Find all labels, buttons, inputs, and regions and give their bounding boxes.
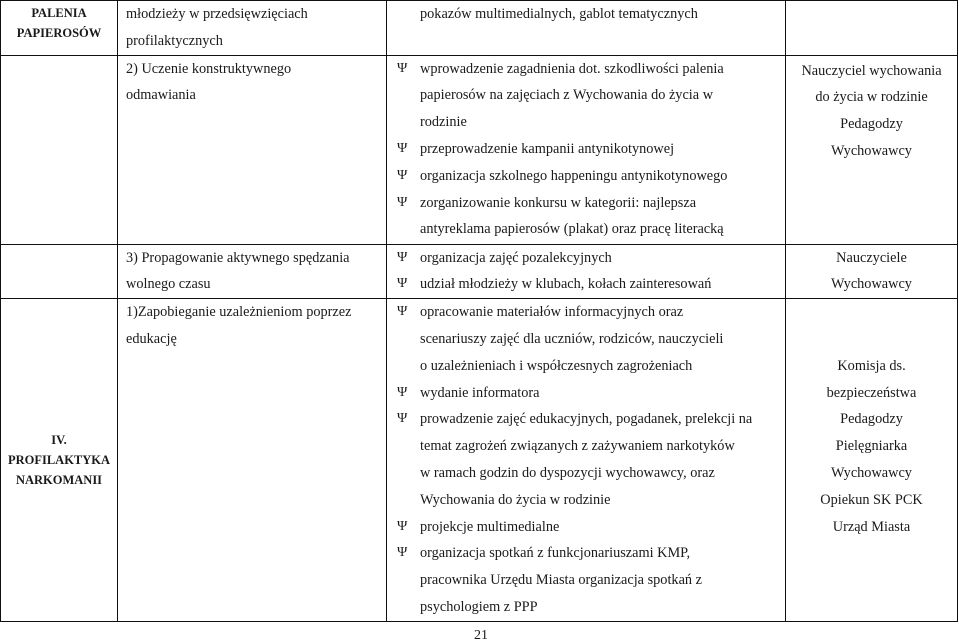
- responsible-text: [786, 299, 957, 326]
- action-text: prowadzenie zajęć edukacyjnych, pogadanek, prelekcji na: [420, 411, 753, 428]
- bullet-icon: Ψ: [397, 249, 408, 265]
- responsible-text: Nauczyciele: [836, 249, 907, 266]
- responsible-text: Pedagodzy: [840, 411, 903, 428]
- actions-cell: [387, 1, 786, 56]
- section-cell: [1, 299, 118, 622]
- action-text: Wychowania do życia w rodzinie: [420, 491, 611, 508]
- responsible-text: Urząd Miasta: [832, 518, 911, 535]
- action-text: organizacja spotkań z funkcjonariuszami KMP,: [420, 545, 691, 562]
- section-label: PROFILAKTYKA: [7, 452, 111, 467]
- bullet-icon: Ψ: [397, 545, 408, 561]
- action-text: antyreklama papierosów (plakat) oraz pracę literacką: [420, 221, 724, 238]
- action-text: organizacja zajęć pozalekcyjnych: [420, 249, 612, 266]
- task-text: 2) Uczenie konstruktywnego: [126, 60, 292, 77]
- responsible-cell: [786, 299, 958, 622]
- list-item: [397, 245, 785, 272]
- task-text: 1)Zapobieganie uzależnieniom poprzez: [126, 304, 352, 321]
- task-text: profilaktycznych: [126, 32, 223, 49]
- task-text: edukację: [126, 330, 177, 347]
- list-item: [397, 514, 785, 541]
- action-text: organizacja szkolnego happeningu antynikotynowego: [420, 167, 728, 184]
- action-text: wydanie informatora: [420, 384, 540, 401]
- section-label: NARKOMANII: [15, 472, 103, 487]
- responsible-text: Nauczyciel wychowania: [801, 62, 942, 79]
- action-text: scenariuszy zajęć dla uczniów, rodziców, nauczycieli: [420, 330, 724, 347]
- list-item: [397, 190, 785, 244]
- table-row: [1, 299, 958, 622]
- page-number: 21: [474, 628, 488, 643]
- bullet-icon: Ψ: [397, 60, 408, 76]
- responsible-text: Pedagodzy: [840, 116, 903, 133]
- action-text: przeprowadzenie kampanii antynikotynowej: [420, 140, 675, 157]
- action-text: pracownika Urzędu Miasta organizacja spotkań z: [420, 572, 702, 589]
- task-cell: [118, 244, 387, 299]
- task-cell: [118, 299, 387, 622]
- responsible-cell: [786, 244, 958, 299]
- section-cell: [1, 1, 118, 56]
- list-item: [397, 163, 785, 190]
- task-cell: [118, 55, 387, 244]
- list-item: [397, 380, 785, 407]
- bullet-icon: Ψ: [397, 518, 408, 534]
- list-item: [397, 56, 785, 136]
- responsible-text: Wychowawcy: [831, 464, 912, 481]
- actions-cell: [387, 299, 786, 622]
- task-text: odmawiania: [126, 87, 196, 104]
- section-label: IV.: [51, 432, 67, 447]
- section-cell: [1, 244, 118, 299]
- action-text: pokazów multimedialnych, gablot tematycznych: [420, 6, 698, 22]
- responsible-text: [786, 326, 957, 353]
- action-text: temat zagrożeń związanych z zażywaniem narkotyków: [420, 438, 735, 455]
- responsible-text: Opiekun SK PCK: [820, 491, 923, 508]
- responsible-text: Wychowawcy: [831, 276, 912, 293]
- action-text: w ramach godzin do dyspozycji wychowawcy, oraz: [420, 464, 715, 481]
- section-label: PAPIEROSÓW: [16, 26, 102, 40]
- bullet-icon: Ψ: [397, 194, 408, 210]
- list-item: [397, 299, 785, 379]
- bullet-icon: Ψ: [397, 411, 408, 427]
- actions-cell: [387, 244, 786, 299]
- table-row: [1, 1, 958, 56]
- task-text: wolnego czasu: [126, 276, 211, 293]
- actions-cell: [387, 55, 786, 244]
- bullet-icon: Ψ: [397, 140, 408, 156]
- responsible-text: Pielęgniarka: [835, 438, 908, 455]
- table-row: [1, 55, 958, 244]
- action-text: udział młodzieży w klubach, kołach zainteresowań: [420, 276, 712, 293]
- action-text: rodzinie: [420, 114, 467, 131]
- list-item: [397, 271, 785, 298]
- responsible-text: bezpieczeństwa: [826, 384, 917, 401]
- task-text: 3) Propagowanie aktywnego spędzania: [126, 249, 350, 266]
- list-item: [397, 406, 785, 513]
- responsible-cell: [786, 1, 958, 56]
- responsible-text: do życia w rodzinie: [815, 89, 928, 106]
- bullet-icon: Ψ: [397, 276, 408, 292]
- action-text: psychologiem z PPP: [420, 598, 538, 615]
- responsible-cell: [786, 55, 958, 244]
- action-text: projekcje multimedialne: [420, 518, 560, 535]
- section-label: PALENIA: [31, 6, 87, 20]
- action-text: wprowadzenie zagadnienia dot. szkodliwości palenia: [420, 60, 724, 77]
- responsible-text: Wychowawcy: [831, 142, 912, 159]
- action-text: opracowanie materiałów informacyjnych oraz: [420, 304, 684, 321]
- table-row: [1, 244, 958, 299]
- responsible-text: Komisja ds.: [837, 357, 906, 374]
- bullet-icon: Ψ: [397, 167, 408, 183]
- section-cell: [1, 55, 118, 244]
- bullet-icon: Ψ: [397, 304, 408, 320]
- action-text: papierosów na zajęciach z Wychowania do życia w: [420, 87, 714, 104]
- task-text: młodzieży w przedsięwzięciach: [126, 6, 308, 22]
- task-cell: [118, 1, 387, 56]
- action-text: o uzależnieniach i współczesnych zagrożeniach: [420, 357, 693, 374]
- bullet-icon: Ψ: [397, 384, 408, 400]
- list-item: [397, 136, 785, 163]
- action-text: zorganizowanie konkursu w kategorii: najlepsza: [420, 194, 697, 211]
- list-item: [397, 540, 785, 620]
